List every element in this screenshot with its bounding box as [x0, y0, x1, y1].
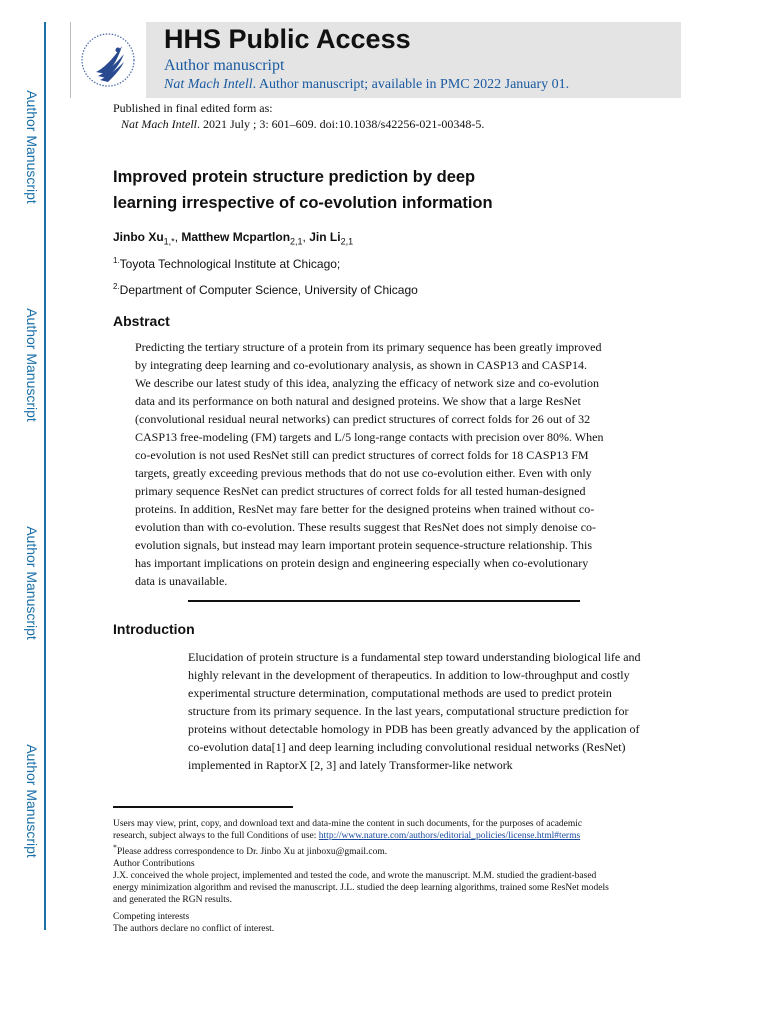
abstract-line: proteins. In addition, ResNet may fare better for the designed proteins when trained without co-: [135, 502, 595, 516]
abstract-line: data is unavailable.: [135, 574, 228, 588]
section-divider: [188, 600, 580, 602]
hhs-public-access-title: HHS Public Access: [164, 24, 411, 54]
paper-title-line: Improved protein structure prediction by deep: [113, 168, 476, 186]
introduction-line: structure from its primary sequence. In the last years, computational structure prediction for: [188, 704, 629, 718]
abstract-line: evolution signals, but instead may learn important protein sequence-structure relationship. This: [135, 538, 593, 552]
side-label-author-manuscript: Author Manuscript: [24, 90, 40, 204]
left-margin-rule: [44, 22, 46, 930]
footnote-rule: [113, 806, 293, 808]
abstract-line: evolution than with co-evolution. These results suggest that ResNet does not simply denoise co-: [135, 520, 597, 534]
hhs-header: [70, 22, 681, 98]
contributions-line: and generated the RGN results.: [113, 895, 232, 906]
abstract-line: co-evolution is not used ResNet still can predict structures of correct folds for 18 CASP13 FM: [135, 448, 589, 462]
abstract-body: [135, 338, 627, 590]
correspondence-note: *Please address correspondence to Dr. Jinbo Xu at jinboxu@gmail.com.: [113, 843, 388, 858]
introduction-line: co-evolution data[1] and deep learning including convolutional residual networks (ResNet): [188, 740, 626, 754]
author-affil-marker: 2,1: [290, 236, 303, 247]
introduction-line: Elucidation of protein structure is a fundamental step toward understanding biological life and: [188, 650, 641, 664]
competing-interests-text: The authors declare no conflict of interest.: [113, 924, 275, 935]
abstract-line: We describe our latest study of this idea, analyzing the efficacy of network size and co-evolution: [135, 376, 599, 390]
hhs-logo: [70, 22, 146, 98]
contributions-line: energy minimization algorithm and revised the manuscript. J.L. studied the deep learning algorithms, trained some ResNet models: [113, 883, 609, 894]
abstract-line: CASP13 free-modeling (FM) targets and L/5 long-range contacts with precision over 80%. When: [135, 430, 604, 444]
affiliation: $^{1.}$Toyota Technological Institute at Chicago;: [113, 256, 341, 271]
introduction-line: proteins without detectable homology in PDB has been greatly advanced by the application of: [188, 722, 640, 736]
abstract-line: has important implications on protein design and engineering especially when co-evolutionary: [135, 556, 589, 570]
introduction-line: highly relevant in the development of therapeutics. In addition to low-throughput and costly: [188, 668, 630, 682]
abstract-line: (convolutional residual neural networks) can predict structures of correct folds for 26 out of 32: [135, 412, 591, 426]
author-name: Matthew Mcpartlon: [181, 230, 291, 244]
introduction-heading: Introduction: [113, 621, 195, 637]
contributions-heading: Author Contributions: [113, 859, 195, 870]
author-affil-marker: 1,*: [163, 236, 175, 247]
abstract-line: by integrating deep learning and co-evolutionary analysis, as shown in CASP13 and CASP14.: [135, 358, 587, 372]
paper-title: [113, 164, 573, 216]
abstract-line: data and its performance on both natural and designed proteins. We show that a large ResNet: [135, 394, 581, 408]
introduction-line: implemented in RaptorX [2, 3] and lately Transformer-like network: [188, 758, 513, 772]
side-label-author-manuscript: Author Manuscript: [24, 526, 40, 640]
introduction-line: experimental structure determination, computational methods are used to predict protein: [188, 686, 612, 700]
abstract-line: targets, greatly exceeding previous methods that do not use co-evolution either. Even with only: [135, 466, 592, 480]
abstract-line: primary sequence ResNet can predict structures of correct folds for all tested human-designed: [135, 484, 586, 498]
header-left-rule: [70, 22, 71, 98]
author-list: Jinbo $Xu_{1,*}$, Matthew Mcpartlon$_{2,1}$, Jin $Li_{2,1}$: [113, 230, 354, 247]
license-terms-link[interactable]: http://www.nature.com/authors/editorial_policies/license.html#terms: [318, 831, 581, 841]
author-affil-marker: 2,1: [340, 236, 354, 247]
affiliation: $^{2.}$Department of Computer Science, University of Chicago: [113, 282, 418, 297]
competing-interests-heading: Competing interests: [113, 912, 190, 923]
introduction-body: [188, 648, 648, 774]
paper-title-line: learning irrespective of co-evolution information: [113, 194, 493, 212]
author-manuscript-label: Author manuscript: [164, 57, 285, 74]
author-name: Jinbo Xu: [113, 230, 164, 244]
abstract-heading: Abstract: [113, 313, 170, 329]
published-citation: Nat Mach Intell. 2021 July ; 3: 601–609. doi:10.1038/s42256-021-00348-5.: [121, 117, 485, 131]
footnotes: [113, 818, 653, 935]
side-label-author-manuscript: Author Manuscript: [24, 744, 40, 858]
abstract-line: Predicting the tertiary structure of a protein from its primary sequence has been greatly improved: [135, 340, 602, 354]
rights-notice-line: Users may view, print, copy, and download text and data-mine the content in such documents, for the purposes of academic: [113, 819, 583, 829]
contributions-line: J.X. conceived the whole project, implemented and tested the code, and wrote the manuscript. M.M. studied the gradient-based: [113, 871, 597, 882]
side-label-author-manuscript: Author Manuscript: [24, 308, 40, 422]
hhs-eagle-seal-icon: [78, 28, 138, 92]
author-name: Jin Li: [309, 230, 341, 244]
journal-availability-line: Nat Mach Intell. Author manuscript; available in PMC 2022 January 01.: [164, 77, 570, 92]
published-label: Published in final edited form as:: [113, 101, 273, 115]
rights-notice-line: research, subject always to the full Conditions of use: http://www.nature.com/authors/editorial_policies/license.html#terms: [113, 831, 581, 841]
